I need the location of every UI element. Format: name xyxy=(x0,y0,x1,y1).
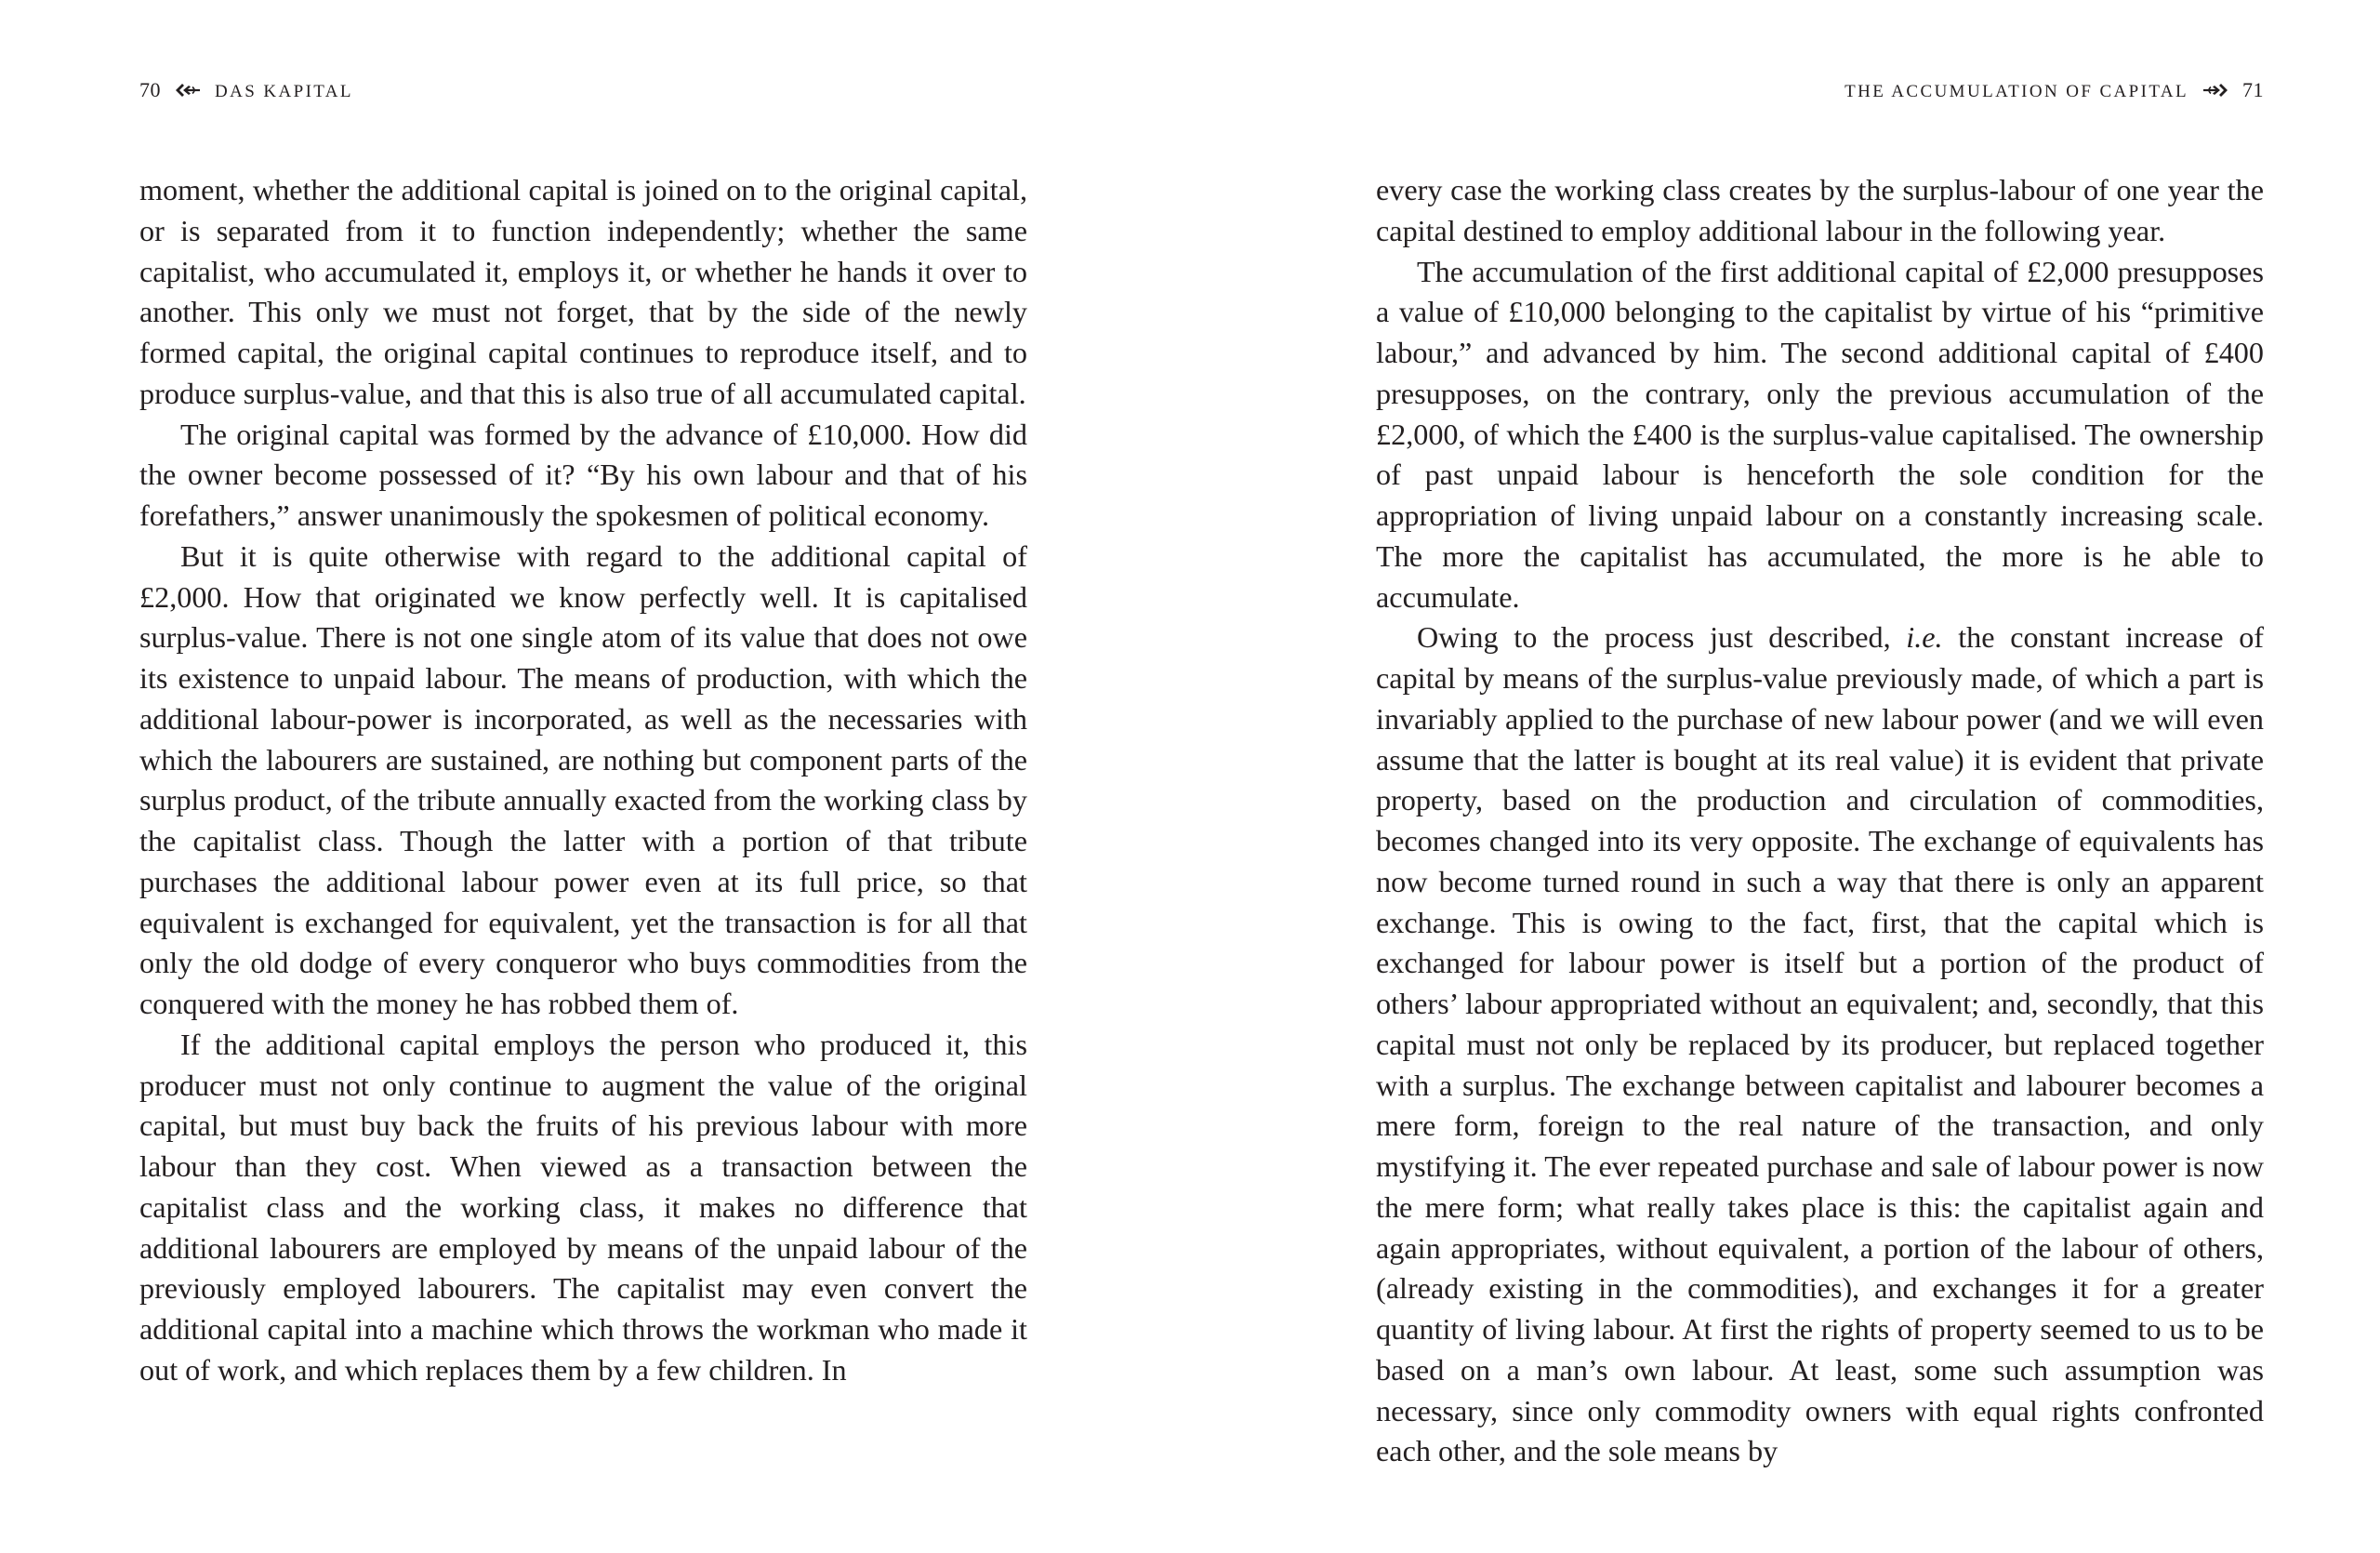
left-running-title: DAS KAPITAL xyxy=(215,82,353,101)
right-paragraph-1: every case the working class creates by the surplus-labour of one year the capital destined to employ additional labour in the following year. xyxy=(1376,173,2264,247)
left-page xyxy=(139,0,1027,1553)
left-paragraph-4: If the additional capital employs the person who produced it, this producer must not only continue to augment the value of the original capital, but must buy back the fruits of his previous labour with more labour than they cost. When viewed as a transaction between the capitalist class and the working class, it makes no difference that additional labourers are employed by means of the unpaid labour of the previously employed labourers. The capitalist may even convert the additional capital into a machine which throws the workman who made it out of work, and which replaces them by a few children. In xyxy=(139,1027,1027,1387)
right-paragraph-3 xyxy=(1376,617,2264,1472)
left-running-head xyxy=(139,76,1027,104)
left-paragraph-1: moment, whether the additional capital is joined on to the original capital, or is separated from it to function independently; whether the same capitalist, who accumulated it, employs it, or whether he hands it over to another. This only we must not forget, that by the side of the newly formed capital, the original capital continues to reproduce itself, and to produce surplus-value, and that this is also true of all accumulated capital. xyxy=(139,173,1027,410)
left-body-text xyxy=(139,170,1027,1391)
left-ornament-icon xyxy=(174,82,202,99)
right-paragraph-2: The accumulation of the first additional capital of £2,000 presupposes a value of £10,000 belonging to the capitalist by virtue of his “primitive labour,” and advanced by him. The second additional capital of £400 presupposes, on the contrary, only the previous accumulation of the £2,000, of which the £400 is the surplus-value capitalised. The ownership of past unpaid labour is henceforth the sole condition for the appropriation of living unpaid labour on a constantly increasing scale. The more the capitalist has accumulated, the more is he able to accumulate. xyxy=(1376,254,2264,614)
left-paragraph-2: The original capital was formed by the advance of £10,000. How did the owner become possessed of it? “By his own labour and that of his forefathers,” answer unanimously the spokesmen of political economy. xyxy=(139,417,1027,532)
right-paragraph-3-rest: the constant increase of capital by means of the surplus-value previously made, of which a part is invariably applied to the purchase of new labour power (and we will even assume that the latter is bought at its real value) it is evident that private property, based on the production and circulation of commodities, becomes changed into its very opposite. The exchange of equivalents has now become turned round in such a way that there is only an apparent exchange. This is owing to the fact, first, that the capital which is exchanged for labour power is itself but a portion of the product of others’ labour appropriated without an equivalent; and, secondly, that this capital must not only be replaced by its producer, but replaced together with a surplus. The exchange between capitalist and labourer becomes a mere form, foreign to the real nature of the transaction, and only mystifying it. The ever repeated purchase and sale of labour power is now the mere form; what really takes place is this: the capitalist again and again appropriates, without equivalent, a portion of the labour of others, (already existing in the commodities), and exchanges it for a greater quantity of living labour. At first the rights of property seemed to us to be based on a man’s own labour. At least, some such assumption was necessary, since only commodity owners with equal rights confronted each other, and the sole means by xyxy=(1376,620,2265,1468)
right-running-title: THE ACCUMULATION OF CAPITAL xyxy=(1844,82,2188,101)
right-page xyxy=(1376,0,2264,1553)
left-paragraph-3: But it is quite otherwise with regard to the additional capital of £2,000. How that originated we know perfectly well. It is capitalised surplus-value. There is not one single atom of its value that does not owe its existence to unpaid labour. The means of production, with which the additional labour-power is incorporated, as well as the necessaries with which the labourers are sustained, are nothing but component parts of the surplus product, of the tribute annually exacted from the working class by the capitalist class. Though the latter with a portion of that tribute purchases the additional labour power even at its full price, so that equivalent is exchanged for equivalent, yet the transaction is for all that only the old dodge of every conqueror who buys commodities from the conquered with the money he has robbed them of. xyxy=(139,538,1027,1020)
right-running-head xyxy=(1376,76,2264,104)
right-page-number: 71 xyxy=(2242,78,2264,101)
left-page-number: 70 xyxy=(139,78,161,101)
right-ornament-icon xyxy=(2202,82,2229,99)
right-body-text xyxy=(1376,170,2264,1472)
right-paragraph-3-start: Owing to the process just described, xyxy=(1417,620,1907,655)
right-paragraph-3-italic: i.e. xyxy=(1906,620,1943,655)
